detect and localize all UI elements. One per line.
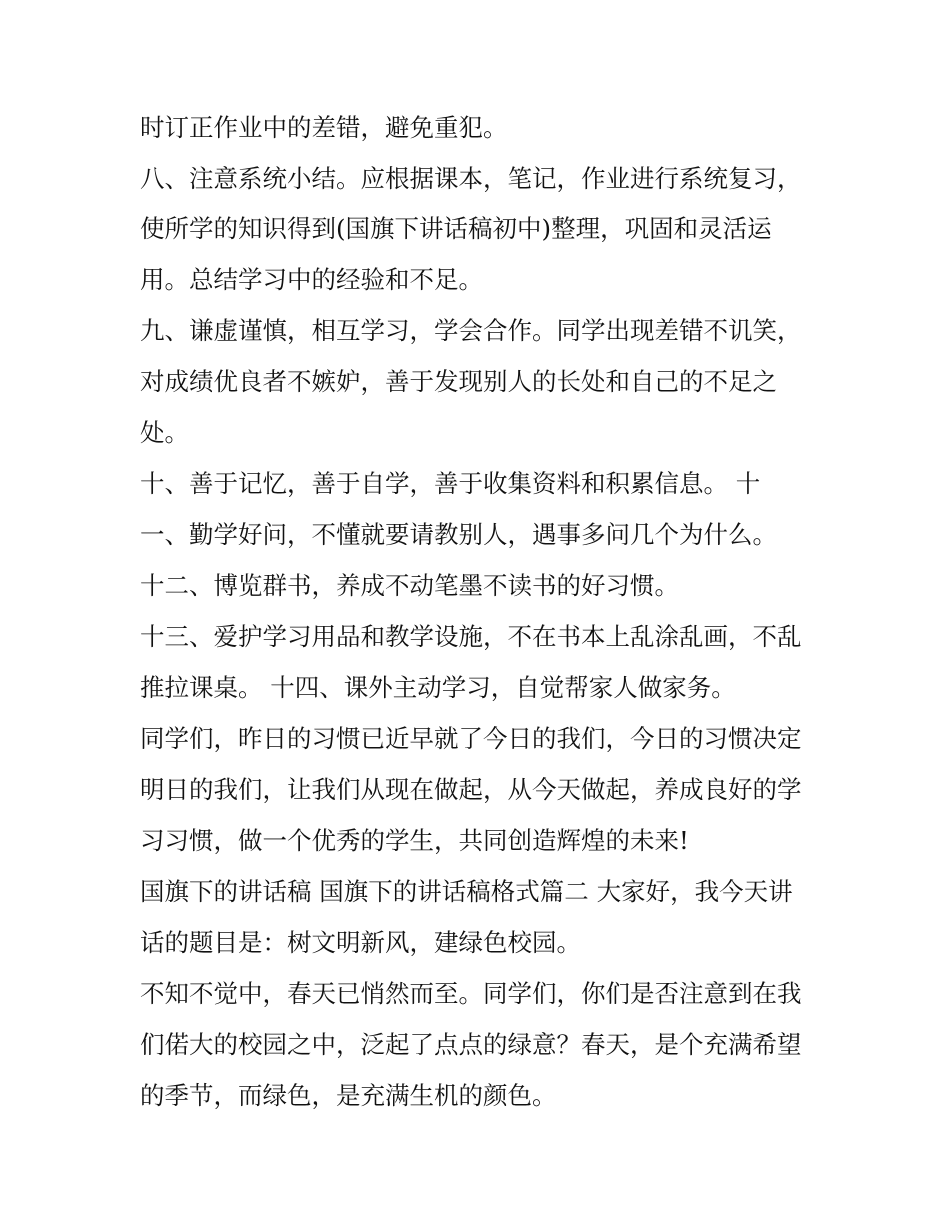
text-line-3: 使所学的知识得到(国旗下讲话稿初中)整理，巩固和灵活运 bbox=[140, 214, 772, 243]
text-line-7: 处。 bbox=[140, 418, 189, 447]
text-line-2: 八、注意系统小结。应根据课本，笔记，作业进行系统复习， bbox=[140, 164, 802, 193]
text-line-19: 们偌大的校园之中，泛起了点点的绿意？春天，是个充满希望 bbox=[140, 1030, 802, 1059]
text-line-9: 一、勤学好问，不懂就要请教别人，遇事多问几个为什么。 bbox=[140, 520, 777, 549]
text-line-5: 九、谦虚谨慎，相互学习，学会合作。同学出现差错不讥笑， bbox=[140, 316, 802, 345]
text-line-18: 不知不觉中，春天已悄然而至。同学们，你们是否注意到在我 bbox=[140, 979, 802, 1008]
text-line-8: 十、善于记忆，善于自学，善于收集资料和积累信息。 十 bbox=[140, 469, 761, 498]
text-line-10: 十二、博览群书，养成不动笔墨不读书的好习惯。 bbox=[140, 571, 679, 600]
text-line-6: 对成绩优良者不嫉妒，善于发现别人的长处和自己的不足之 bbox=[140, 367, 777, 396]
text-line-4: 用。总结学习中的经验和不足。 bbox=[140, 265, 483, 294]
text-line-17: 话的题目是：树文明新风，建绿色校园。 bbox=[140, 928, 581, 957]
text-line-15: 习习惯，做一个优秀的学生，共同创造辉煌的未来! bbox=[140, 826, 689, 855]
text-line-11: 十三、爱护学习用品和教学设施，不在书本上乱涂乱画，不乱 bbox=[140, 622, 802, 651]
text-line-16: 国旗下的讲话稿 国旗下的讲话稿格式篇二 大家好，我今天讲 bbox=[140, 877, 793, 906]
text-line-12: 推拉课桌。 十四、课外主动学习，自觉帮家人做家务。 bbox=[140, 673, 736, 702]
text-line-20: 的季节，而绿色，是充满生机的颜色。 bbox=[140, 1081, 557, 1110]
text-line-14: 明日的我们，让我们从现在做起，从今天做起，养成良好的学 bbox=[140, 775, 802, 804]
text-line-13: 同学们，昨日的习惯已近早就了今日的我们，今日的习惯决定 bbox=[140, 724, 802, 753]
text-line-1: 时订正作业中的差错，避免重犯。 bbox=[140, 113, 508, 142]
